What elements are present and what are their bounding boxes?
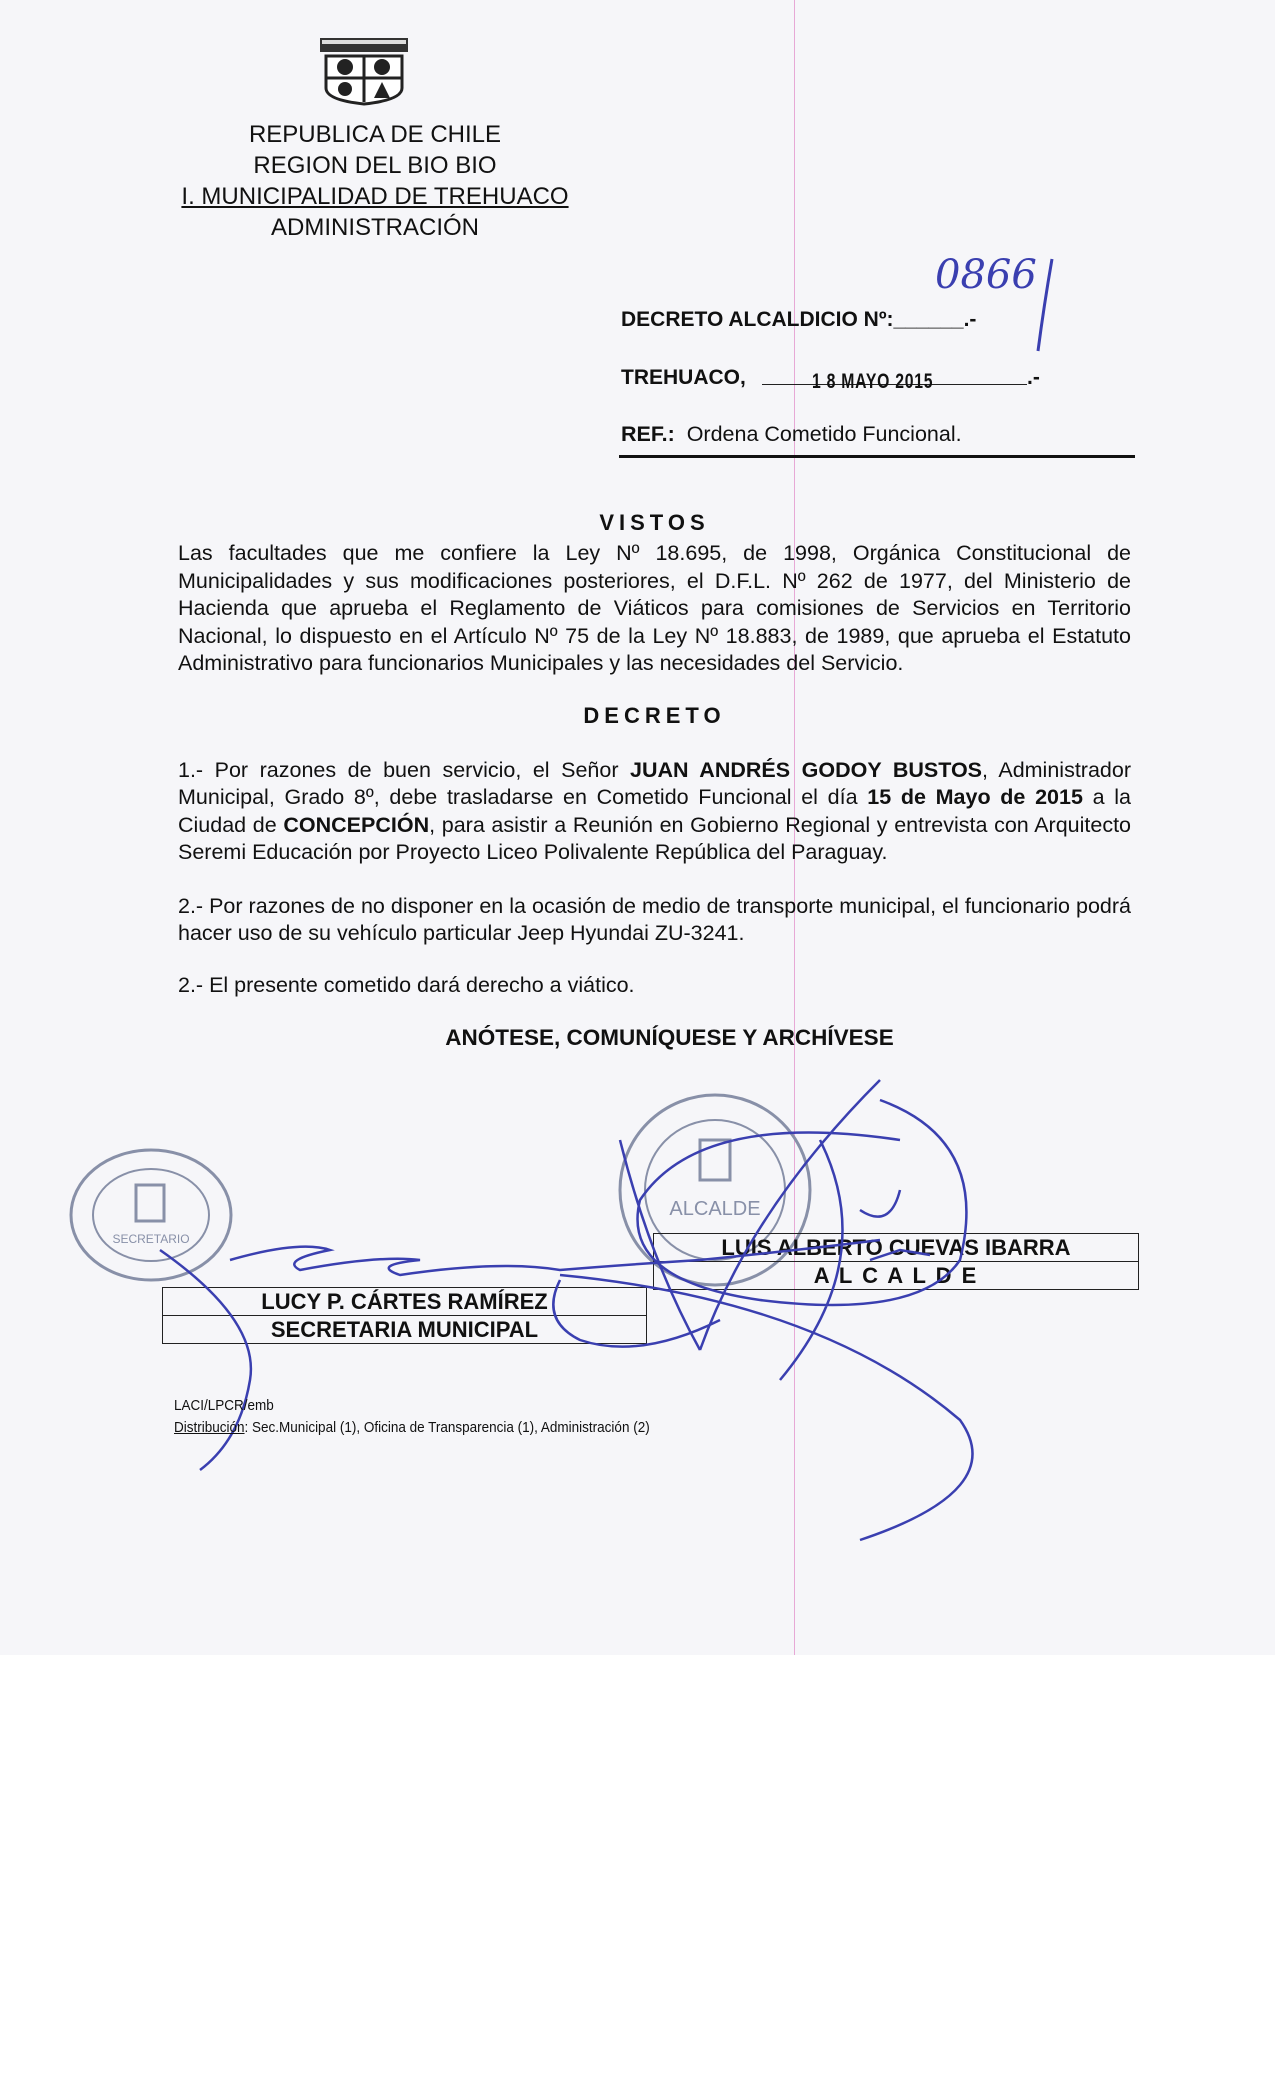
secretary-name: LUCY P. CÁRTES RAMÍREZ: [261, 1289, 548, 1314]
ref-text: Ordena Cometido Funcional.: [686, 422, 962, 446]
letterhead: [175, 119, 575, 243]
distribution-label: Distribución: [174, 1419, 245, 1436]
decree-number-blank: ______.-: [893, 308, 977, 331]
official-name: JUAN ANDRÉS GODOY BUSTOS: [630, 757, 983, 782]
region: REGION DEL BIO BIO: [253, 152, 497, 179]
decree-body: [178, 509, 1131, 1051]
travel-date: 15 de Mayo de 2015: [867, 785, 1083, 809]
handwritten-slash: [1030, 255, 1060, 355]
destination-city: CONCEPCIÓN: [283, 812, 430, 837]
date-suffix: .-: [1027, 366, 1040, 389]
ref-rule: [619, 455, 1135, 458]
department: ADMINISTRACIÓN: [270, 214, 479, 241]
handwritten-signatures: [0, 1060, 1275, 1560]
decree-item-1: [178, 757, 1131, 867]
municipality: I. MUNICIPALIDAD DE TREHUACO: [181, 183, 569, 210]
handwritten-decree-number: 0866: [935, 252, 1037, 298]
secretary-title: SECRETARIA MUNICIPAL: [163, 1315, 646, 1343]
mayor-title: A L C A L D E: [654, 1261, 1138, 1289]
item1-text: 1.- Por razones de buen servicio, el Señor: [178, 757, 631, 782]
mayor-name: LUIS ALBERTO CUEVAS IBARRA: [721, 1235, 1071, 1260]
distribution-text: : Sec.Municipal (1), Oficina de Transparencia (1), Administración (2): [244, 1419, 650, 1436]
decree-place: TREHUACO,: [621, 366, 746, 389]
date-stamp: 1 8 MAYO 2015: [812, 370, 934, 393]
initials: LACI/LPCR/emb: [174, 1397, 274, 1414]
item1-text: a la Ciudad de: [178, 785, 1132, 837]
decree-item-2: 2.- Por razones de no disponer en la ocasión de medio de transporte municipal, el funcionario podrá hacer uso de su vehículo particular Jeep Hyundai ZU-3241.: [178, 893, 1131, 945]
reference: [621, 422, 962, 447]
distribution: [174, 1419, 650, 1436]
decreto-title: DECRETO: [583, 702, 726, 728]
decree-number: [621, 308, 976, 332]
ref-label: REF.:: [621, 422, 675, 446]
decree-number-label: DECRETO ALCALDICIO Nº:: [621, 308, 894, 331]
country: REPUBLICA DE CHILE: [248, 121, 502, 148]
item1-text: , para asistir a Reunión en Gobierno Regional y entrevista con Arquitecto Seremi Educación por Proyecto Liceo Polivalente República del Paraguay.: [178, 812, 1132, 864]
closing-formula: ANÓTESE, COMUNÍQUESE Y ARCHÍVESE: [445, 1025, 894, 1050]
vistos-text: Las facultades que me confiere la Ley Nº 18.695, de 1998, Orgánica Constitucional de Municipalidades y sus modificaciones posteriores, el D.F.L. Nº 262 de 1977, del Ministerio de Hacienda que aprueba el Reglamento de Viáticos para comisiones de Servicios en Territorio Nacional, lo dispuesto en el Artículo Nº 75 de la Ley Nº 18.883, de 1989, que aprueba el Estatuto Administrativo para funcionarios Municipales y las necesidades del Servicio.: [178, 541, 1131, 675]
svg-text:ALCALDE: ALCALDE: [669, 1198, 761, 1220]
decree-item-3: 2.- El presente cometido dará derecho a viático.: [178, 972, 635, 997]
svg-text:SECRETARIO: SECRETARIO: [112, 1232, 190, 1246]
item1-text: , Administrador Municipal, Grado 8º, debe trasladarse en Cometido Funcional el día: [178, 757, 1131, 809]
vistos-title: VISTOS: [599, 510, 710, 535]
coat-of-arms-logo: [312, 36, 416, 106]
